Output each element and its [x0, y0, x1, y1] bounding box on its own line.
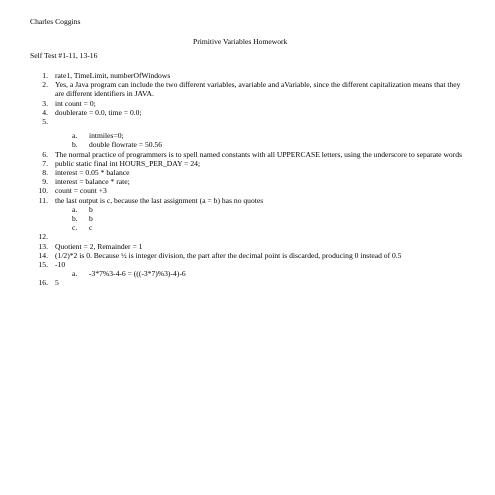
author-name: Charles Coggins	[30, 17, 81, 26]
answer-number: 10.	[38, 186, 48, 196]
answer-text: -10	[55, 260, 66, 270]
sub-item-11a	[30, 205, 470, 214]
answer-number: 7.	[42, 158, 48, 168]
sub-item-5a	[30, 131, 470, 140]
answer-text: rate1, TimeLimit, numberOfWindows	[55, 71, 171, 80]
answer-text: public static final int HOURS_PER_DAY = 24;	[55, 158, 201, 168]
answer-number: 15.	[38, 260, 48, 270]
sub-item-11b	[30, 214, 470, 223]
answer-item-12	[30, 232, 470, 241]
answer-text: (1/2)*2 is 0. Because ½ is integer division, the part after the decimal point is discarded, producing 0 instead of 0.5	[55, 250, 402, 260]
answer-number: 3.	[42, 98, 48, 108]
answer-number: 5.	[42, 117, 48, 127]
answer-number: 12.	[38, 232, 48, 242]
sub-item-letter: a.	[72, 269, 78, 279]
answer-item-15	[30, 260, 470, 269]
sub-item-letter: b.	[72, 214, 78, 224]
answer-item-6	[30, 150, 470, 159]
sub-item-text: b	[89, 214, 93, 224]
sub-item-text: c	[89, 223, 93, 233]
sub-item-letter: b.	[72, 140, 78, 150]
sub-item-text: intmiles=0;	[89, 131, 124, 141]
answer-text: The normal practice of programmers is to spell named constants with all UPPERCASE letters, using the underscore to separate words	[55, 149, 463, 159]
sub-item-5b	[30, 140, 470, 149]
sub-item-text: b	[89, 204, 93, 214]
sub-item-15a	[30, 269, 470, 278]
answer-text: int count = 0;	[55, 98, 96, 108]
answer-text: interest = balance * rate;	[55, 177, 130, 187]
answer-item-16	[30, 278, 470, 287]
answer-number: 2.	[42, 80, 48, 90]
answer-number: 14.	[38, 250, 48, 260]
answer-number: 11.	[38, 195, 48, 205]
sub-item-11c	[30, 223, 470, 232]
answer-item-10	[30, 186, 470, 195]
answer-item-7	[30, 159, 470, 168]
sub-item-text: -3*7%3-4-6 = (((-3*7)%3)-4)-6	[89, 269, 186, 279]
answer-item-14	[30, 251, 470, 260]
answer-item-2	[30, 80, 470, 98]
answer-text: Yes, a Java program can include the two different variables, avariable and aVariable, since the different capitalization means that they are different identifiers in JAVA.	[55, 80, 461, 99]
section-heading: Self Test #1-11, 13-16	[30, 51, 98, 60]
answer-item-8	[30, 168, 470, 177]
answer-number: 4.	[42, 107, 48, 117]
sub-item-text: double flowrate = 50.56	[89, 140, 163, 150]
answer-number: 8.	[42, 168, 48, 178]
answer-text: the last output is c, because the last assignment (a = b) has no quotes	[55, 195, 264, 205]
answer-item-11	[30, 196, 470, 205]
answer-number: 13.	[38, 241, 48, 251]
sub-item-letter: c.	[72, 223, 78, 233]
document-title: Primitive Variables Homework	[193, 37, 288, 46]
answer-text: 5	[55, 278, 59, 288]
answer-number: 9.	[42, 177, 48, 187]
answer-text	[55, 232, 57, 241]
answer-list	[30, 71, 470, 288]
answer-number: 1.	[42, 71, 48, 80]
answer-number: 6.	[42, 149, 48, 159]
answer-item-1	[30, 71, 470, 80]
answer-text	[55, 117, 57, 126]
sub-item-letter: a.	[72, 131, 78, 141]
sub-item-letter: a.	[72, 204, 78, 214]
answer-item-9	[30, 177, 470, 186]
answer-text: doublerate = 0.0, time = 0.0;	[55, 107, 142, 117]
answer-text: interest = 0.05 * balance	[55, 168, 130, 178]
answer-item-5	[30, 117, 470, 126]
answer-text: Quotient = 2, Remainder = 1	[55, 241, 143, 251]
answer-item-13	[30, 242, 470, 251]
answer-text: count = count +3	[55, 186, 107, 196]
answer-item-3	[30, 99, 470, 108]
answer-number: 16.	[38, 278, 48, 288]
answer-item-4	[30, 108, 470, 117]
